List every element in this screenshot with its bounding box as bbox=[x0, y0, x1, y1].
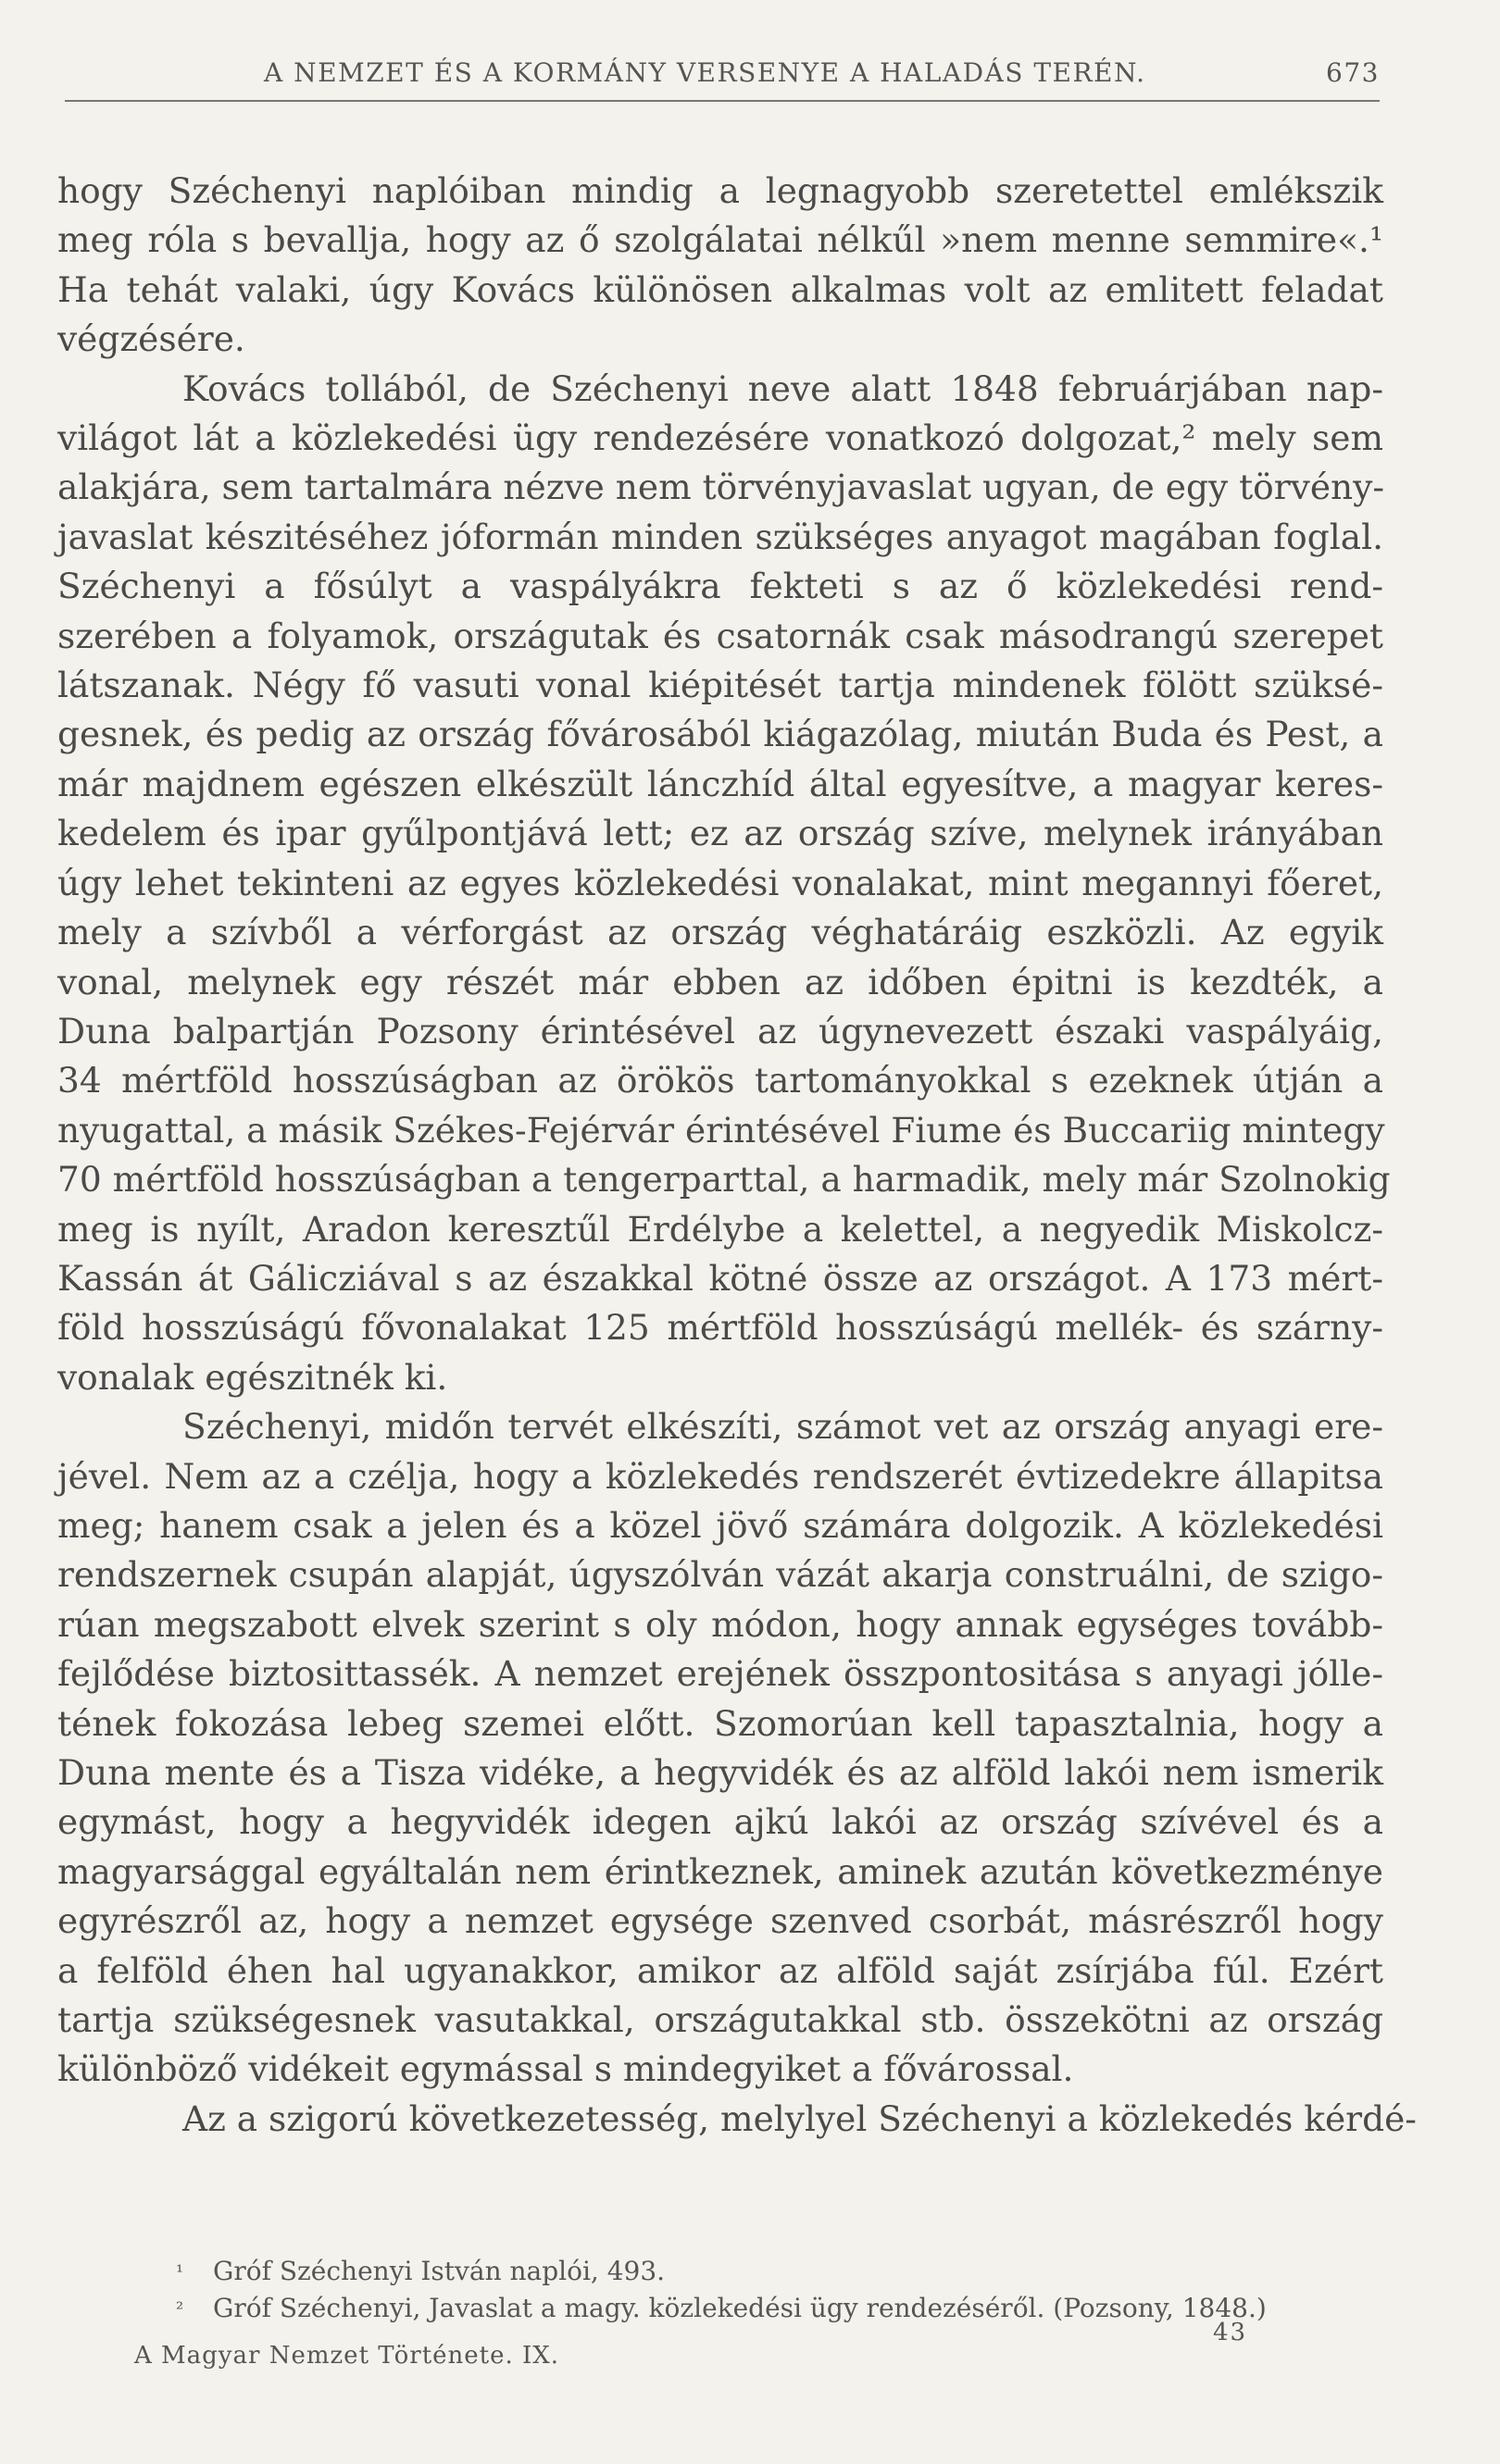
text-line: magyarsággal egyáltalán nem érintkeznek, aminek azután következménye bbox=[57, 1850, 1383, 1892]
text-line: végzésére. bbox=[57, 318, 245, 360]
text-line: nyugattal, a másik Székes-Fejérvár érintésével Fiume és Buccariig mintegy bbox=[57, 1109, 1385, 1151]
text-line: mely a szívből a vérforgást az ország véghatáráig eszközli. Az egyik bbox=[57, 912, 1383, 953]
paragraph bbox=[57, 1402, 1383, 2095]
text-line: látszanak. Négy fő vasuti vonal kiépitését tartja mindenek fölött szüksé- bbox=[57, 665, 1383, 706]
text-line: szerében a folyamok, országutak és csatornák csak másodrangú szerepet bbox=[57, 615, 1383, 656]
text-line: Duna balpartján Pozsony érintésével az úgynevezett északi vaspályáig, bbox=[57, 1010, 1383, 1052]
page-number: 673 bbox=[1326, 57, 1380, 88]
text-line: föld hosszúságú fővonalakat 125 mértföld hosszúságú mellék- és szárny- bbox=[57, 1307, 1383, 1349]
footnote-mark: ¹ bbox=[176, 2260, 184, 2283]
footnote-text: Gróf Széchenyi István naplói, 493. bbox=[213, 2256, 666, 2286]
text-line: már majdnem egészen elkészült lánczhíd által egyesítve, a magyar keres- bbox=[57, 763, 1383, 804]
text-line: vonal, melynek egy részét már ebben az időben épitni is kezdték, a bbox=[57, 961, 1383, 1002]
text-line: javaslat készitéséhez jóformán minden szükséges anyagot magában foglal. bbox=[57, 516, 1383, 557]
text-line: jével. Nem az a czélja, hogy a közlekedés rendszerét évtizedekre állapitsa bbox=[57, 1455, 1383, 1497]
paragraph bbox=[57, 167, 1383, 365]
text-line: meg is nyílt, Aradon keresztűl Erdélybe a kelettel, a negyedik Miskolcz- bbox=[57, 1208, 1383, 1250]
sheet-signature-number: 43 bbox=[1213, 2319, 1248, 2346]
footnote bbox=[176, 2253, 1407, 2290]
paragraph bbox=[57, 365, 1391, 1403]
text-line: 34 mértföld hosszúságban az örökös tartományokkal s ezeknek útján a bbox=[57, 1060, 1383, 1101]
text-line: meg; hanem csak a jelen és a közel jövő számára dolgozik. A közlekedési bbox=[57, 1504, 1383, 1546]
text-line: vonalak egészitnék ki. bbox=[57, 1356, 448, 1398]
header-rule bbox=[65, 100, 1380, 102]
text-line: Kovács tollából, de Széchenyi neve alatt 1848 februárjában nap- bbox=[182, 367, 1383, 409]
text-line: Ha tehát valaki, úgy Kovács különösen alkalmas volt az emlitett feladat bbox=[57, 268, 1383, 310]
text-line: Duna mente és a Tisza vidéke, a hegyvidék és az alföld lakói nem ismerik bbox=[57, 1752, 1383, 1793]
running-header-title: A NEMZET ÉS A KORMÁNY VERSENYE A HALADÁS TERÉN. bbox=[264, 57, 1146, 88]
text-line: különböző vidékeit egymással s mindegyiket a fővárossal. bbox=[57, 2048, 1074, 2090]
text-line: kedelem és ipar gyűlpontjává lett; ez az ország szíve, melynek irányában bbox=[57, 813, 1383, 854]
paragraph bbox=[57, 2095, 1417, 2144]
text-line: egyrészről az, hogy a nemzet egysége szenved csorbát, másrészről hogy bbox=[57, 1900, 1383, 1942]
text-line: egymást, hogy a hegyvidék idegen ajkú lakói az ország szívével és a bbox=[57, 1801, 1383, 1843]
sheet-signature: A Magyar Nemzet Története. IX. bbox=[134, 2342, 560, 2370]
text-line: meg róla s bevallja, hogy az ő szolgálatai nélkűl »nem menne semmire«.¹ bbox=[57, 219, 1383, 261]
text-line: fejlődése biztosittassék. A nemzet erejének összpontositása s anyagi jólle- bbox=[57, 1653, 1383, 1695]
text-line: tartja szükségesnek vasutakkal, országutakkal stb. összekötni az ország bbox=[57, 1999, 1383, 2041]
text-line: rúan megszabott elvek szerint s oly módon, hogy annak egységes tovább- bbox=[57, 1603, 1383, 1645]
text-line: Az a szigorú következetesség, melylyel Széchenyi a közlekedés kérdé- bbox=[182, 2097, 1417, 2139]
text-line: a felföld éhen hal ugyanakkor, amikor az alföld saját zsírjába fúl. Ezért bbox=[57, 1949, 1383, 1991]
text-line: gesnek, és pedig az ország fővárosából kiágazólag, miután Buda és Pest, a bbox=[57, 714, 1383, 755]
text-line: rendszernek csupán alapját, úgyszólván vázát akarja construálni, de szigo- bbox=[57, 1554, 1383, 1596]
text-line: Kassán át Gálicziával s az északkal kötné össze az országot. A 173 mért- bbox=[57, 1257, 1383, 1299]
footnotes bbox=[176, 2253, 1407, 2327]
text-line: Széchenyi a fősúlyt a vaspályákra fekteti s az ő közlekedési rend- bbox=[57, 566, 1383, 607]
body-text bbox=[57, 167, 1417, 2144]
text-line: 70 mértföld hosszúságban a tengerparttal, a harmadik, mely már Szolnokig bbox=[57, 1159, 1391, 1201]
footnote-mark: ² bbox=[176, 2297, 184, 2320]
text-line: tének fokozása lebeg szemei előtt. Szomorúan kell tapasztalnia, hogy a bbox=[57, 1702, 1383, 1744]
text-line: hogy Széchenyi naplóiban mindig a legnagyobb szeretettel emlékszik bbox=[57, 170, 1383, 211]
text-line: alakjára, sem tartalmára nézve nem törvényjavaslat ugyan, de egy törvény- bbox=[57, 467, 1385, 508]
footnote-text: Gróf Széchenyi, Javaslat a magy. közlekedési ügy rendezéséről. (Pozsony, 1848.) bbox=[213, 2293, 1267, 2323]
text-line: világot lát a közlekedési ügy rendezésére vonatkozó dolgozat,² mely sem bbox=[57, 417, 1383, 459]
text-line: úgy lehet tekinteni az egyes közlekedési vonalakat, mint megannyi főeret, bbox=[57, 862, 1383, 903]
text-line: Széchenyi, midőn tervét elkészíti, számot vet az ország anyagi ere- bbox=[182, 1406, 1383, 1448]
